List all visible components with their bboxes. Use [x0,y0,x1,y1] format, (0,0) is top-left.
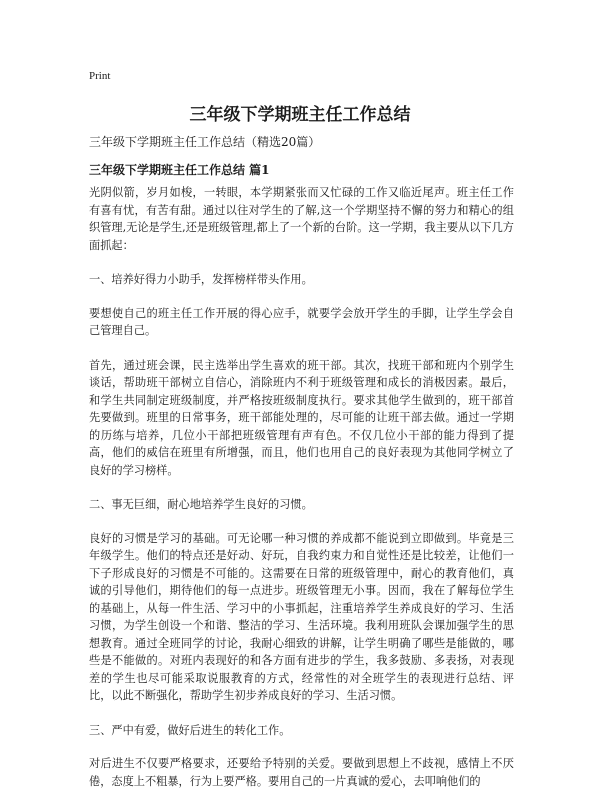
paragraph-5: 良好的习惯是学习的基础。可无论哪一种习惯的养成都不能说到立即做到。毕竟是三年级学生。他们的特点还是好动、好玩，自我约束力和自觉性还是比较差，让他们一下子形成良好的习惯是不可能的。这需要在日常的班级管理中，耐心的教育他们，真诚的引导他们，期待他们的每一点进步。班级管理无小事。因而，我在了解每位学生的基础上，从每一件生活、学习中的小事抓起，注重培养学生养成良好的学习、生活习惯，为学生创设一个和谐、整洁的学习、生活环境。我利用班队会课加强学生的思想教育。通过全班同学的讨论，我耐心细致的讲解，让学生明确了哪些是能做的，哪些是不能做的。对班内表现好的和各方面有进步的学生，我多鼓励、多表扬，对表现差的学生也尽可能采取说服教育的方式，经常性的对全班学生的表现进行总结、评比，以此不断强化，帮助学生初步养成良好的学习、生活习惯。 [89,531,514,702]
heading-3: 三、严中有爱，做好后进生的转化工作。 [89,723,291,737]
section-title: 三年级下学期班主任工作总结 篇1 [89,163,270,177]
paragraph-7: 对后进生不仅要严格要求，还要给予特别的关爱。要做到思想上不歧视，感情上不厌倦，态度上不粗暴，行为上要严格。要用自己的一片真诚的爱心，去叩响他们的 [89,757,514,788]
paragraph-intro: 光阴似箭，岁月如梭，一转眼，本学期紧张而又忙碌的工作又临近尾声。班主任工作有喜有忧，有苦有甜。通过以往对学生的了解,这一个学期坚持不懈的努力和精心的组织管理,无论是学生,还是班级管理,都上了一个新的台阶。这一学期，我主要从以下几方面抓起： [89,186,514,252]
heading-2: 二、事无巨细，耐心地培养学生良好的习惯。 [89,498,313,511]
paragraph-2: 要想使自己的班主任工作开展的得心应手，就要学会放开学生的手脚，让学生学会自己管理自己。 [89,306,514,337]
print-label: Print [89,70,111,82]
document-title: 三年级下学期班主任工作总结 [189,105,411,125]
document-subtitle: 三年级下学期班主任工作总结（精选20篇） [89,135,321,149]
paragraph-3: 首先，通过班会课，民主选举出学生喜欢的班干部。其次，找班干部和班内个别学生谈话，帮助班干部树立自信心，消除班内不利于班级管理和成长的消极因素。最后，和学生共同制定班级制度，并严格按班级制度执行。要求其他学生做到的，班干部首先要做到。班里的日常事务，班干部能处理的，尽可能的让班干部去做。通过一学期的历练与培养，几位小干部把班级管理有声有色。不仅几位小干部的能力得到了提高，他们的威信在班里有所增强，而且，他们也用自己的良好表现为其他同学树立了良好的学习榜样。 [89,358,514,477]
document-body [89,184,514,807]
heading-1: 一、培养好得力小助手，发挥榜样带头作用。 [89,273,313,286]
